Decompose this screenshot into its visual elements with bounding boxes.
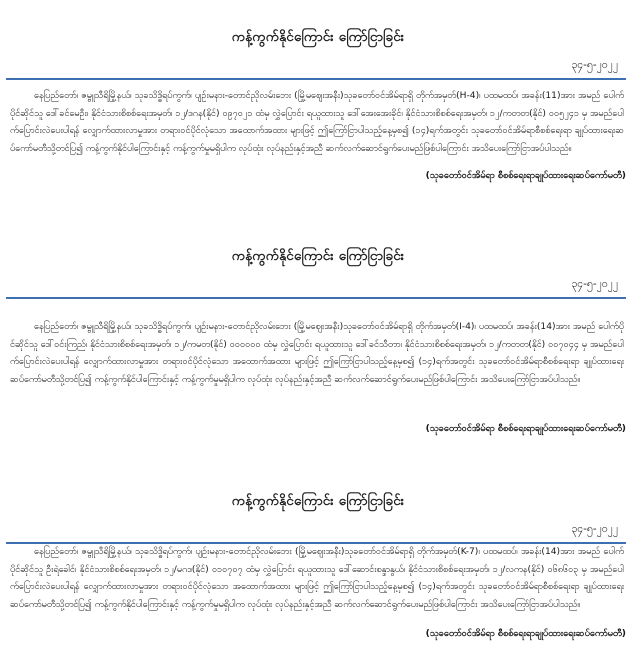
notice-title: ကန့်ကွက်နိုင်ကြောင်း ကြော်ငြာခြင်း [231,29,405,45]
notice-date: ၃၄-၅-၂၀၂၂ [571,523,618,535]
notice-date: ၃၄-၅-၂၀၂၂ [571,59,618,71]
notice-body: နေပြည်တော်၊ ဇမ္ဗူသီရိမြို့နယ်၊ သုခသိဒ္ဓိရပ်ကွက်၊ ပျဉ်းမနား-တောင်ညိုလမ်းဘေး (မြို့မဈေးအနီး)သုခတော်ဝင်အိမ်ရာရှိ တိုက်အမှတ်(H-4)၊ ပထမထပ်၊ အခန်း(11)အား အမည် ပေါက်ပိုင်ဆိုင်သူ ဒေါ်ခင်မေဦး၊ နိုင်ငံသားစိစစ်ရေးအမှတ်၊ ၁၂/ဒဂန(နိုင်) ၀၉၇၀၂၁ ထံမှ လွှဲပြောင်း ရယူထားသူ ဒေါ်အေးအေးခိုင်၊ နိုင်ငံသားစိစစ်ရေးအမှတ်၊ ၁၂/ကတတ(နိုင်) ၀၀၅၂၄၁ မှ အမည်ပေါက်ပြောင်းလဲပေးပါရန် လျှောက်ထားလာမှုအား တရားဝင်ပိုင်လုံသော အထောက်အထား များဖြင့် ဤကြော်ငြာပါသည့်နေ့မှစ၍ (၁၄)ရက်အတွင်း သုခတော်ဝင်အိမ်ရာစီစစ်ရေးရာ ချုပ်ထားရေးဆပ်ကော်မတီသို့တင်ပြ၍ ကန့်ကွက်နိုင်ပါကြောင်းနှင့် ကန့်ကွက်မှုမရှိပါက လုပ်ထုံး လုပ်နည်းနှင့်အညီ ဆက်လက်ဆောင်ရွက်ပေးမည်ဖြစ်ပါကြောင်း အသိပေးကြော်ငြာအပ်ပါသည်။ [10,91,624,154]
divider-line [6,78,626,80]
notice-body: နေပြည်တော်၊ ဇမ္ဗူသီရိမြို့နယ်၊ သုခသိဒ္ဓိရပ်ကွက်၊ ပျဉ်းမနား-တောင်ညိုလမ်းဘေး (မြို့မဈေးအနီး)သုခတော်ဝင်အိမ်ရာရှိ တိုက်အမှတ်(K-7)၊ ပထမထပ်၊ အခန်း(14)အား အမည် ပေါက်ပိုင်ဆိုင်သူ ဦးရဲခေါင်၊ နိုင်ငံသားစိစစ်ရေးအမှတ်၊ ၁၂/မဂဒ(နိုင်) ၀၁၀၇၀၇ ထံမှ လွှဲပြောင်း ရယူထားသူ ဒေါ်ဆောင်းစန္ဒာနွယ်၊ နိုင်ငံသားစိစစ်ရေးအမှတ်၊ ၁၂/လကန(နိုင်) ၀၆၈၆၀၃ မှ အမည်ပေါက်ပြောင်းလဲပေးပါရန် လျှောက်ထားလာမှုအား တရားဝင်ပိုင်လုံသော အထောက်အထား များဖြင့် ဤကြော်ငြာပါသည့်နေ့မှစ၍ (၁၄)ရက်အတွင်း သုခတော်ဝင်အိမ်ရာစီစစ်ရေးရာ ချုပ်ထားရေး ဆပ်ကော်မတီသို့တင်ပြ၍ ကန့်ကွက်နိုင်ပါကြောင်းနှင့် ကန့်ကွက်မှုမရှိပါက လုပ်ထုံး လုပ်နည်းနှင့်အညီ ဆက်လက်ဆောင်ရွက်ပေးမည်ဖြစ်ပါကြောင်း အသိပေးကြော်ငြာအပ်ပါသည်။ [10,547,624,610]
notice-1 [0,28,636,198]
notice-body: နေပြည်တော်၊ ဇမ္ဗူသီရိမြို့နယ်၊ သုခသိဒ္ဓိရပ်ကွက်၊ ပျဉ်းမနား-တောင်ညိုလမ်းဘေး (မြို့မဈေးအနီး)သုခတော်ဝင်အိမ်ရာရှိ တိုက်အမှတ်(I-4)၊ ပထမထပ်၊ အခန်း(14)အား အမည် ပေါက်ပိုင်ဆိုင်သူ ဒေါ်ဝင်းကြည်၊ နိုင်ငံသားစိစစ်ရေးအမှတ်၊ ၁၂/ကမတ(နိုင်) ၀၀၀၀၀၀ ထံမှ လွှဲပြောင်း ရယူထားသူ ဒေါ်ခင်သီတာ၊ နိုင်ငံသားစိစစ်ရေးအမှတ်၊ ၁၂/ကတတ(နိုင်) ၀၀၇၀၄၄ မှ အမည်ပေါက်ပြောင်းလဲပေးပါရန် လျှောက်ထားလာမှုအား တရားဝင်ပိုင်လုံသော အထောက်အထား များဖြင့် ဤကြော်ငြာပါသည့်နေ့မှစ၍ (၁၄)ရက်အတွင်း သုခတော်ဝင်အိမ်ရာစီစစ်ရေးရာ ချုပ်ထားရေး ဆပ်ကော်မတီသို့တင်ပြ၍ ကန့်ကွက်နိုင်ပါကြောင်းနှင့် ကန့်ကွက်မှုမရှိပါက လုပ်ထုံး လုပ်နည်းနှင့်အညီ ဆက်လက်ဆောင်ရွက်ပေးမည်ဖြစ်ပါကြောင်း အသိပေးကြော်ငြာအပ်ပါသည်။ [10,322,624,385]
divider-line [6,297,626,299]
notice-signature: (သုခတော်ဝင်အိမ်ရာ စီစစ်ရေးရာချုပ်ထားရေးဆပ်ကော်မတီ) [425,423,626,434]
notice-signature: (သုခတော်ဝင်အိမ်ရာ စီစစ်ရေးရာချုပ်ထားရေးဆပ်ကော်မတီ) [425,628,626,639]
notice-3 [0,492,636,662]
notice-signature: (သုခတော်ဝင်အိမ်ရာ စီစစ်ရေးရာချုပ်ထားရေးဆပ်ကော်မတီ) [425,170,626,181]
notice-date: ၃၄-၅-၂၀၂၂ [571,278,618,290]
notice-title: ကန့်ကွက်နိုင်ကြောင်း ကြော်ငြာခြင်း [231,248,405,264]
notice-2 [0,247,636,447]
notice-title: ကန့်ကွက်နိုင်ကြောင်း ကြော်ငြာခြင်း [231,493,405,509]
